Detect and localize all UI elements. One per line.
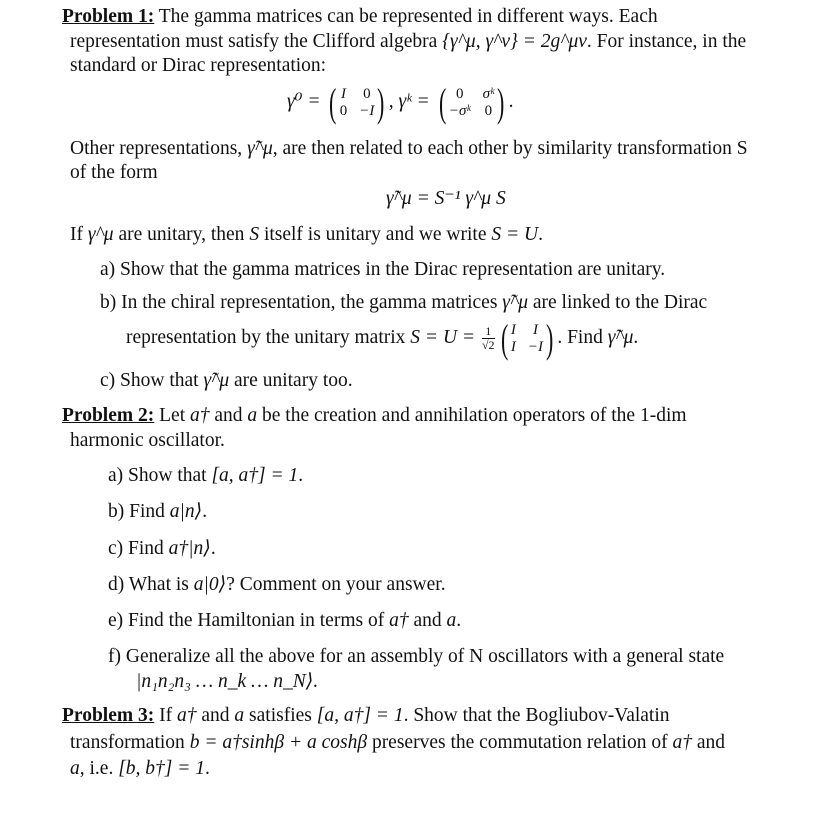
- problem1-line2: representation must satisfy the Clifford algebra {γ^μ, γ^ν} = 2g^μν. For instance, in the: [70, 31, 747, 52]
- similarity-transformation: γ̃^μ = S⁻¹ γ^μ S: [386, 188, 506, 209]
- problem1-part-b-line2: representation by the unitary matrix S = U = $\frac{1}{√2}$ ( I I I −I ) . Find γ̃^μ.: [126, 316, 639, 362]
- problem2-part-d: d) What is a|0⟩? Comment on your answer.: [108, 574, 446, 595]
- dirac-gamma-equation: γ⁰ = ( I 0 0 −I ) , γᵏ = ( 0 σᵏ −σᵏ 0 ) .: [287, 80, 514, 126]
- problem2-part-c: c) Find a†|n⟩.: [108, 538, 216, 559]
- problem2-part-f-line2: |n₁n₂n₃ … n_k … n_N⟩.: [136, 671, 319, 692]
- gammak-matrix: ( 0 σᵏ −σᵏ 0 ): [438, 80, 505, 126]
- gamma0-matrix: ( I 0 0 −I ): [329, 80, 385, 126]
- problem1-line4: Other representations, γ̃^μ, are then related to each other by similarity transformation S: [70, 138, 748, 159]
- clifford-algebra: {γ^μ, γ^ν} = 2g^μν: [442, 31, 587, 52]
- chiral-unitary-matrix: ( I I I −I ): [500, 316, 554, 362]
- problem1-part-c: c) Show that γ̃^μ are unitary too.: [100, 370, 353, 391]
- problem3-line1: Problem 3: If a† and a satisfies [a, a†] = 1. Show that the Bogliubov-Valatin: [62, 705, 670, 726]
- one-over-root-two: $\frac{1}{√2}$: [481, 324, 495, 353]
- problem1-line5: of the form: [70, 162, 158, 183]
- problem1-part-b-line1: b) In the chiral representation, the gamma matrices γ̃^μ are linked to the Dirac: [100, 292, 708, 313]
- problem2-part-b: b) Find a|n⟩.: [108, 501, 208, 522]
- problem2-line1: Problem 2: Let a† and a be the creation and annihilation operators of the 1-dim: [62, 405, 687, 426]
- problem1-line6: If γ^μ are unitary, then S itself is unitary and we write S = U.: [70, 224, 544, 245]
- problem2-line2: harmonic oscillator.: [70, 430, 225, 451]
- problem1-part-a: a) Show that the gamma matrices in the Dirac representation are unitary.: [100, 259, 666, 280]
- problem2-title: Problem 2:: [62, 405, 155, 426]
- problem1-title: Problem 1:: [62, 6, 155, 27]
- problem3-line3: a, i.e. [b, b†] = 1.: [70, 758, 210, 779]
- problem2-part-a: a) Show that [a, a†] = 1.: [108, 465, 304, 486]
- problem3-title: Problem 3:: [62, 705, 155, 726]
- problem2-part-e: e) Find the Hamiltonian in terms of a† and a.: [108, 610, 462, 631]
- problem3-line2: transformation b = a†sinhβ + a coshβ preserves the commutation relation of a† and: [70, 732, 725, 753]
- problem1-line3: standard or Dirac representation:: [70, 55, 327, 76]
- problem1-line1: Problem 1: The gamma matrices can be represented in different ways. Each: [62, 6, 658, 27]
- problem2-part-f-line1: f) Generalize all the above for an assembly of N oscillators with a general state: [108, 646, 725, 667]
